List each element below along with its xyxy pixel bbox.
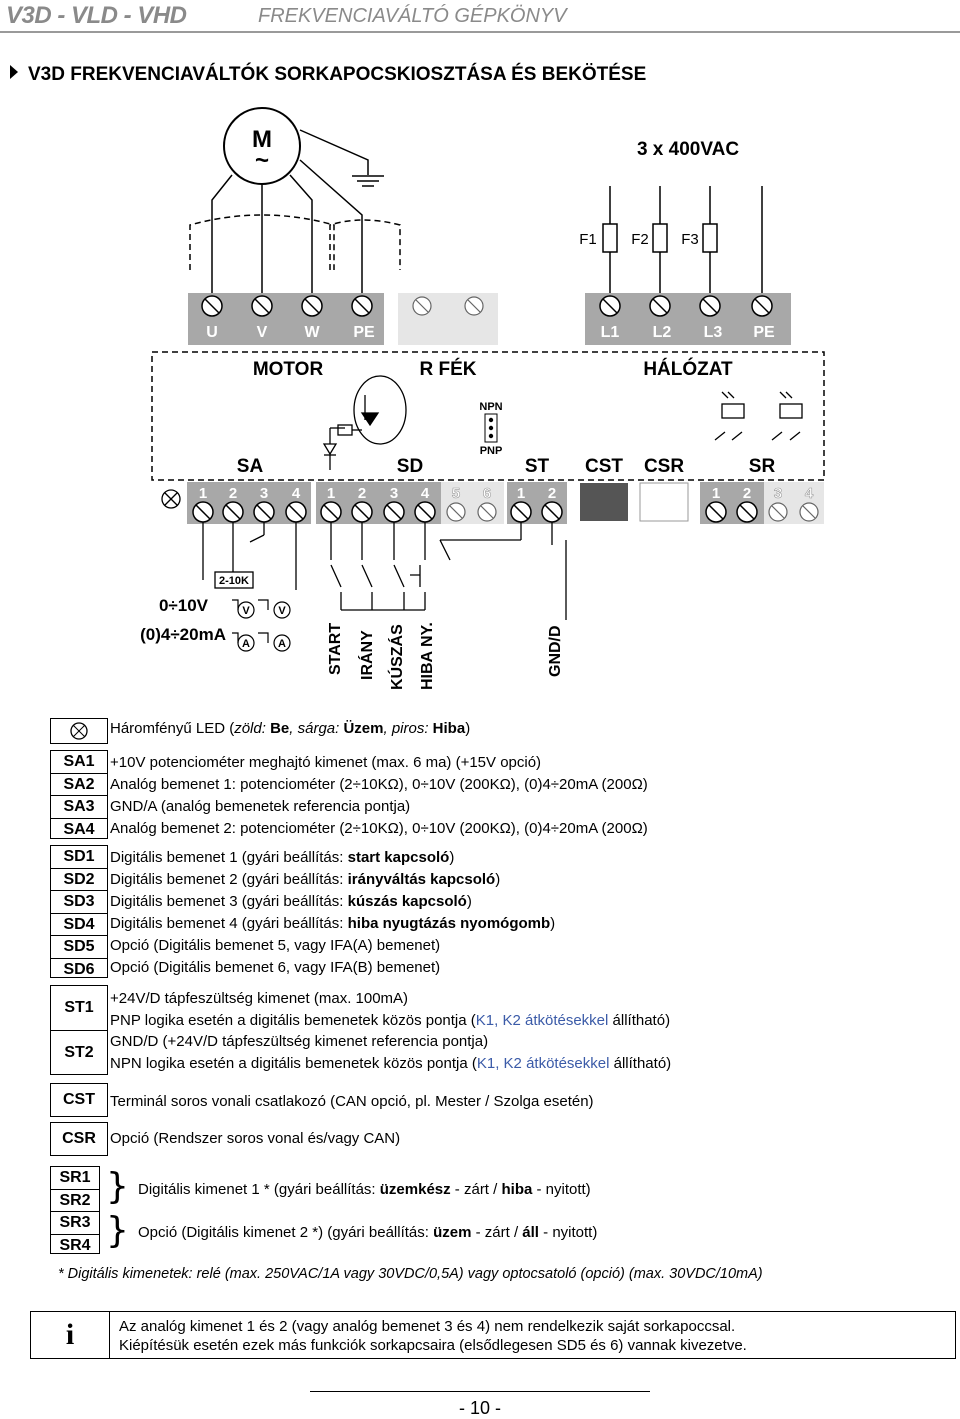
svg-text:V: V bbox=[242, 605, 250, 617]
svg-text:V: V bbox=[278, 605, 286, 617]
input-fault-reset-label: HIBA NY. bbox=[419, 622, 436, 690]
group-sa: SA bbox=[236, 456, 264, 477]
input-creep-label: KÚSZÁS bbox=[389, 624, 406, 690]
svg-text:1: 1 bbox=[516, 485, 526, 502]
st-code-box: ST1 ST2 bbox=[50, 985, 108, 1075]
info-icon: i bbox=[31, 1312, 110, 1358]
svg-text:W: W bbox=[304, 324, 320, 341]
fuse-f3-label: F3 bbox=[681, 231, 699, 248]
svg-text:2: 2 bbox=[742, 485, 752, 502]
supply-label: 3 x 400VAC bbox=[636, 139, 740, 160]
csr-description: Opció (Rendszer soros vonal és/vagy CAN) bbox=[110, 1130, 401, 1147]
page-number: - 10 - bbox=[458, 1398, 501, 1418]
svg-text:U: U bbox=[206, 324, 218, 341]
sd-descriptions: Digitális bemenet 1 (gyári beállítás: start kapcsoló) Digitális bemenet 2 (gyári beállítás: irányváltás kapcsoló) Digitális bemenet 3 (gyári beállítás: kúszás kapcsoló) Digitális bemenet 4 (gyári beállítás: hiba nyugtázás nyomógomb) Opció (Digitális bemenet 5, vagy IFA(A) bemenet) Opció (Digitális bemenet 6, vagy IFA(B) bemenet) bbox=[110, 849, 556, 976]
svg-text:4: 4 bbox=[420, 485, 430, 502]
motor-symbol bbox=[224, 108, 300, 184]
sa-descriptions: +10V potenciométer meghajtó kimenet (max. 6 ma) (+15V opció) Analóg bemenet 1: potenciométer (2÷10KΩ), 0÷10V (200KΩ), (0)4÷20mA (200Ω) GND/A (analóg bemenetek referencia pontja) Analóg bemenet 2: potenciométer (2÷10KΩ), 0÷10V (200KΩ), (0)4÷20mA (200Ω) bbox=[110, 754, 648, 837]
svg-text:5: 5 bbox=[451, 485, 461, 502]
info-box bbox=[30, 1311, 956, 1359]
group-csr: CSR bbox=[643, 456, 685, 477]
csr-connector bbox=[640, 483, 688, 521]
brace-sr1-2: } bbox=[106, 1166, 129, 1207]
group-st: ST bbox=[524, 456, 550, 477]
group-motor: MOTOR bbox=[252, 359, 324, 380]
section-title: V3D FREKVENCIAVÁLTÓK SORKAPOCSKIOSZTÁSA ÉS BEKÖTÉSE bbox=[10, 64, 646, 86]
svg-text:4: 4 bbox=[804, 485, 814, 502]
svg-text:3: 3 bbox=[389, 485, 399, 502]
input-start-label: START bbox=[327, 622, 344, 675]
cst-description: Terminál soros vonali csatlakozó (CAN opció, pl. Mester / Szolga esetén) bbox=[110, 1093, 594, 1110]
info-text: Az analóg kimenet 1 és 2 (vagy analóg bemenet 3 és 4) nem rendelkezik saját sorkapoccsal. Kiépítésük esetén ezek más funkciók sorkapcsaira (elsődlegesen SD5 és 6) vannak kivezetve. bbox=[119, 1318, 747, 1354]
voltage-range-label: 0÷10V bbox=[158, 596, 208, 615]
svg-text:NPN: NPN bbox=[479, 401, 503, 413]
optocoupler-symbol bbox=[324, 376, 406, 470]
footer-rule bbox=[310, 1391, 650, 1392]
svg-text:L1: L1 bbox=[600, 324, 620, 341]
svg-text:PNP: PNP bbox=[479, 445, 503, 457]
group-sd: SD bbox=[396, 456, 424, 477]
input-direction-label: IRÁNY bbox=[359, 630, 376, 680]
svg-text:1: 1 bbox=[198, 485, 208, 502]
sr-line-2: Opció (Digitális kimenet 2 *) (gyári beállítás: üzem - zárt / áll - nyitott) bbox=[138, 1224, 598, 1241]
svg-text:1: 1 bbox=[326, 485, 336, 502]
manual-title: FREKVENCIAVÁLTÓ GÉPKÖNYV bbox=[258, 5, 567, 27]
gnd-d-label: GND/D bbox=[547, 625, 564, 677]
brace-sr3-4: } bbox=[106, 1210, 129, 1251]
sr-line-1: Digitális kimenet 1 * (gyári beállítás: üzemkész - zárt / hiba - nyitott) bbox=[138, 1181, 591, 1198]
svg-text:3: 3 bbox=[773, 485, 783, 502]
group-brake: R FÉK bbox=[419, 359, 477, 380]
fuse-f1-label: F1 bbox=[579, 231, 597, 248]
led-description: Háromfényű LED (zöld: Be, sárga: Üzem, piros: Hiba) bbox=[110, 720, 471, 737]
svg-text:A: A bbox=[278, 638, 286, 650]
current-range-label: (0)4÷20mA bbox=[140, 625, 226, 644]
svg-text:M: M bbox=[252, 126, 272, 153]
sr-code-box: SR1 SR2 SR3 SR4 bbox=[50, 1166, 100, 1254]
svg-text:A: A bbox=[242, 638, 250, 650]
svg-text:1: 1 bbox=[711, 485, 721, 502]
sa-code-box: SA1 SA2 SA3 SA4 bbox=[50, 750, 108, 839]
svg-text:6: 6 bbox=[482, 485, 492, 502]
brake-terminal-strip bbox=[398, 293, 498, 345]
relay-symbols bbox=[715, 392, 802, 440]
pot-label: 2-10K bbox=[219, 575, 249, 587]
svg-text:L3: L3 bbox=[703, 324, 723, 341]
triangle-bullet-icon bbox=[10, 65, 18, 79]
page-header bbox=[0, 0, 960, 30]
group-sr: SR bbox=[748, 456, 776, 477]
fuse-f2-label: F2 bbox=[631, 231, 649, 248]
svg-text:PE: PE bbox=[753, 324, 775, 341]
svg-text:2: 2 bbox=[547, 485, 557, 502]
npn-pnp-jumper bbox=[479, 401, 502, 457]
cst-connector bbox=[580, 483, 628, 521]
header-rule bbox=[0, 31, 960, 33]
group-mains: HÁLÓZAT bbox=[643, 359, 733, 380]
footnote: * Digitális kimenetek: relé (max. 250VAC/1A vagy 30VDC/0,5A) vagy optocsatoló (opció) (max. 30VDC/10mA) bbox=[58, 1266, 763, 1282]
led-legend-box bbox=[50, 718, 108, 744]
brand-logo: V3D - VLD - VHD bbox=[6, 2, 187, 29]
csr-code-box: CSR bbox=[50, 1122, 108, 1156]
wiring-diagram bbox=[0, 95, 960, 705]
svg-text:2: 2 bbox=[357, 485, 367, 502]
status-led-icon bbox=[162, 490, 180, 508]
svg-text:2: 2 bbox=[228, 485, 238, 502]
cst-code-box: CST bbox=[50, 1083, 108, 1117]
svg-text:V: V bbox=[256, 324, 268, 341]
svg-text:~: ~ bbox=[254, 147, 270, 174]
svg-text:4: 4 bbox=[291, 485, 301, 502]
status-led-icon bbox=[69, 721, 89, 741]
group-cst: CST bbox=[585, 456, 623, 477]
svg-text:3: 3 bbox=[259, 485, 269, 502]
svg-text:L2: L2 bbox=[652, 324, 672, 341]
svg-text:PE: PE bbox=[353, 324, 375, 341]
sd-code-box: SD1 SD2 SD3 SD4 SD5 SD6 bbox=[50, 845, 108, 978]
st-descriptions: +24V/D tápfeszültség kimenet (max. 100mA) PNP logika esetén a digitális bemenetek közös pontja (K1, K2 átkötésekkel állítható) GND/D (+24V/D tápfeszültség kimenet referencia pontja) NPN logika esetén a digitális bemenetek közös pontja (K1, K2 átkötésekkel állítható) bbox=[110, 990, 672, 1072]
